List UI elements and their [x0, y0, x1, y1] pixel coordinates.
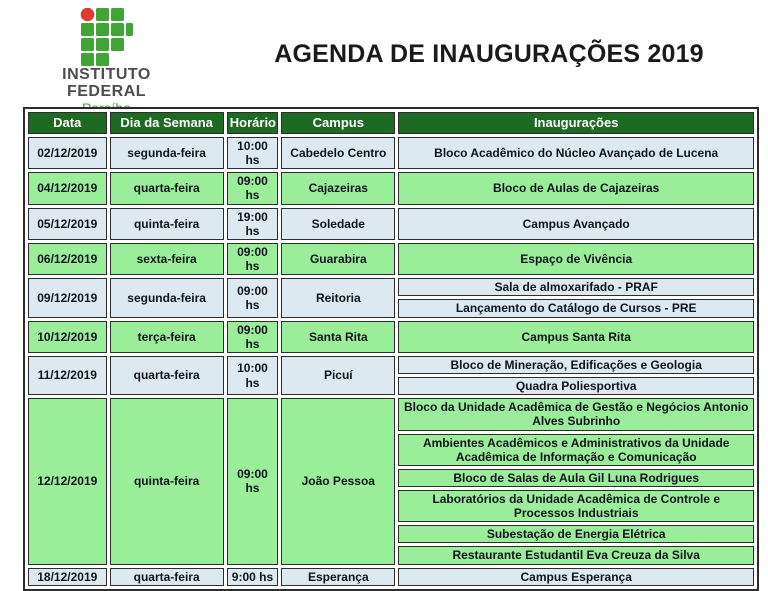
date-cell: 06/12/2019	[28, 243, 107, 275]
column-header-data: Data	[28, 112, 107, 134]
agenda-table	[23, 107, 759, 591]
table-row	[28, 398, 754, 430]
agenda-table-body	[28, 137, 754, 586]
table-header-row	[28, 112, 754, 134]
day-cell: sexta-feira	[110, 243, 224, 275]
event-cell: Espaço de Vivência	[398, 243, 754, 275]
table-row	[28, 172, 754, 204]
logo-text-federal: FEDERAL	[66, 83, 147, 100]
event-cell: Ambientes Acadêmicos e Administrativos da Unidade Acadêmica de Informação e Comunicação	[398, 434, 754, 466]
day-cell: segunda-feira	[110, 137, 224, 169]
day-cell: quarta-feira	[110, 356, 224, 395]
campus-cell: Guarabira	[281, 243, 395, 275]
event-cell: Sala de almoxarifado - PRAF	[398, 278, 754, 296]
ifpb-logo	[34, 8, 179, 116]
column-header-dia-da-semana: Dia da Semana	[110, 112, 224, 134]
event-cell: Restaurante Estudantil Eva Creuza da Silva	[398, 546, 754, 564]
date-cell: 10/12/2019	[28, 321, 107, 353]
date-cell: 11/12/2019	[28, 356, 107, 395]
event-cell: Bloco de Aulas de Cajazeiras	[398, 172, 754, 204]
campus-cell: Picuí	[281, 356, 395, 395]
table-row	[28, 243, 754, 275]
event-cell: Bloco Acadêmico do Núcleo Avançado de Lucena	[398, 137, 754, 169]
column-header-horario: Horário	[227, 112, 278, 134]
time-cell: 19:00 hs	[227, 208, 278, 240]
instituto-federal-logo-icon	[76, 8, 138, 66]
time-cell: 10:00 hs	[227, 356, 278, 395]
event-cell: Laboratórios da Unidade Acadêmica de Controle e Processos Industriais	[398, 490, 754, 522]
table-row	[28, 208, 754, 240]
table-row	[28, 568, 754, 586]
date-cell: 12/12/2019	[28, 398, 107, 564]
event-cell: Campus Esperança	[398, 568, 754, 586]
campus-cell: Santa Rita	[281, 321, 395, 353]
event-cell: Campus Santa Rita	[398, 321, 754, 353]
time-cell: 09:00 hs	[227, 398, 278, 564]
time-cell: 09:00 hs	[227, 321, 278, 353]
table-row	[28, 278, 754, 296]
logo-text-instituto: INSTITUTO	[62, 66, 151, 83]
campus-cell: Soledade	[281, 208, 395, 240]
event-cell: Bloco de Salas de Aula Gil Luna Rodrigues	[398, 469, 754, 487]
event-cell: Quadra Poliesportiva	[398, 377, 754, 395]
campus-cell: Cajazeiras	[281, 172, 395, 204]
time-cell: 09:00 hs	[227, 278, 278, 317]
time-cell: 09:00 hs	[227, 172, 278, 204]
event-cell: Bloco da Unidade Acadêmica de Gestão e Negócios Antonio Alves Subrinho	[398, 398, 754, 430]
campus-cell: Reitoria	[281, 278, 395, 317]
day-cell: segunda-feira	[110, 278, 224, 317]
day-cell: quarta-feira	[110, 568, 224, 586]
event-cell: Campus Avançado	[398, 208, 754, 240]
day-cell: quinta-feira	[110, 398, 224, 564]
column-header-campus: Campus	[281, 112, 395, 134]
date-cell: 05/12/2019	[28, 208, 107, 240]
campus-cell: João Pessoa	[281, 398, 395, 564]
event-cell: Bloco de Mineração, Edificações e Geologia	[398, 356, 754, 374]
date-cell: 04/12/2019	[28, 172, 107, 204]
campus-cell: Esperança	[281, 568, 395, 586]
day-cell: quarta-feira	[110, 172, 224, 204]
event-cell: Subestação de Energia Elétrica	[398, 525, 754, 543]
day-cell: terça-feira	[110, 321, 224, 353]
date-cell: 18/12/2019	[28, 568, 107, 586]
time-cell: 09:00 hs	[227, 243, 278, 275]
event-cell: Lançamento do Catálogo de Cursos - PRE	[398, 299, 754, 317]
date-cell: 09/12/2019	[28, 278, 107, 317]
table-row	[28, 356, 754, 374]
day-cell: quinta-feira	[110, 208, 224, 240]
time-cell: 10:00 hs	[227, 137, 278, 169]
column-header-inauguracoes: Inaugurações	[398, 112, 754, 134]
time-cell: 9:00 hs	[227, 568, 278, 586]
table-row	[28, 137, 754, 169]
campus-cell: Cabedelo Centro	[281, 137, 395, 169]
page-title: AGENDA DE INAUGURAÇÕES 2019	[274, 40, 704, 68]
table-row	[28, 321, 754, 353]
date-cell: 02/12/2019	[28, 137, 107, 169]
